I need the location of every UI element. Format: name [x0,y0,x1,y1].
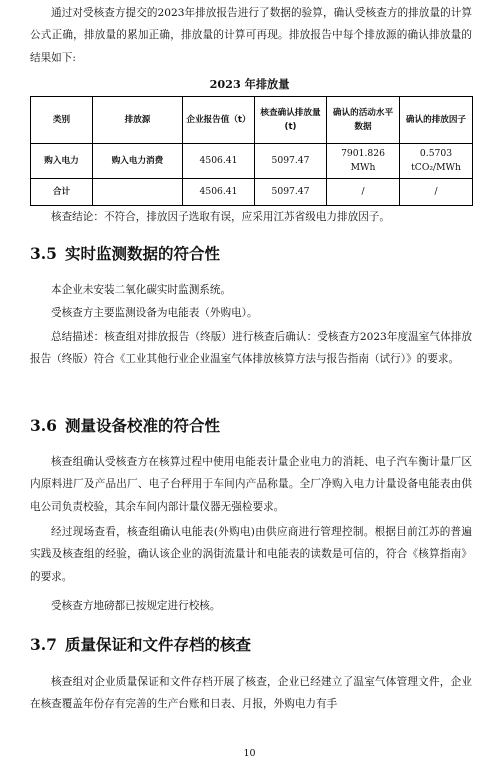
section-3-7-number: 3.7 [30,635,57,654]
s37-paragraph-1: 核查组对企业质量保证和文件存档开展了核查，企业已经建立了温室气体管理文件，企业在核查覆盖年份存有完善的生产台账和日表、月报，外购电力有手 [30,676,472,711]
table-header-row [31,97,473,144]
cell-total-label: 合计 [31,179,93,206]
header-source: 排放源 [93,97,183,144]
s35-paragraph-3: 总结描述：核查组对排放报告（终版）进行核查后确认：受核查方2023年度温室气体排放报告（终版）符合《工业其他行业企业温室气体排放核算方法与报告指南（试行）》的要求。 [30,331,472,366]
cell-confirmed: 5097.47 [255,144,327,179]
section-3-6-number: 3.6 [30,416,57,435]
cell-activity-value: 7901.826 [341,148,385,159]
conclusion-paragraph: 核查结论：不符合，排放因子选取有误，应采用江苏省级电力排放因子。 [51,211,390,223]
cell-source: 购入电力消费 [93,144,183,179]
header-reported: 企业报告值（t） [183,97,255,144]
header-confirmed: 核查确认排放量(t) [255,97,327,144]
cell-factor [400,144,473,179]
section-3-6-title: 测量设备校准的符合性 [64,417,220,435]
cell-reported: 4506.41 [183,144,255,179]
section-3-7-title: 质量保证和文件存档的核查 [64,636,251,654]
cell-category: 购入电力 [31,144,93,179]
section-3-5-heading [30,243,220,265]
cell-activity-unit: MWh [350,162,376,173]
section-3-6-heading [30,415,220,437]
cell-total-source [93,179,183,206]
s36-paragraph-2: 经过现场查看，核查组确认电能表(外购电)由供应商进行管理控制。根据目前江苏的普遍实践及核查组的经验，确认该企业的涡街流量计和电能表的读数是可信的，符合《核算指南》的要求。 [30,526,472,583]
cell-factor-value: 0.5703 [419,148,453,159]
s35-paragraph-1: 本企业未安装二氧化碳实时监测系统。 [51,284,232,296]
table-total-row [31,179,473,206]
cell-total-reported: 4506.41 [183,179,255,206]
s36-paragraph-1: 核查组确认受核查方在核算过程中使用电能表计量企业电力的消耗、电子汽车衡计量厂区内原料进厂及产品出厂、电子台秤用于车间内产品称量。全厂净购入电力计量设备电能表由供电公司负责校验，其余车间内部计量仪器无强检要求。 [30,456,472,513]
intro-paragraph: 通过对受核查方提交的2023年排放报告进行了数据的验算，确认受核查方的排放量的计算公式正确，排放量的累加正确，排放量的计算可再现。排放报告中每个排放源的确认排放量的结果如下: [30,7,472,64]
cell-total-factor: / [400,179,473,206]
cell-total-activity: / [327,179,400,206]
table-row [31,144,473,179]
table-caption: 2023 年排放量 [209,77,290,91]
cell-activity [327,144,400,179]
emissions-table [30,96,473,206]
cell-total-confirmed: 5097.47 [255,179,327,206]
cell-factor-unit: tCO₂/MWh [411,162,461,173]
header-activity: 确认的活动水平数据 [327,97,400,144]
s36-paragraph-3: 受核查方地磅都已按规定进行校核。 [51,600,221,612]
section-3-5-title: 实时监测数据的符合性 [64,245,220,263]
header-factor: 确认的排放因子 [400,97,473,144]
section-3-7-heading [30,634,251,656]
s35-paragraph-2: 受核查方主要监测设备为电能表（外购电）。 [51,307,258,319]
page-number: 10 [243,748,256,759]
section-3-5-number: 3.5 [30,244,57,263]
header-category: 类别 [31,97,93,144]
